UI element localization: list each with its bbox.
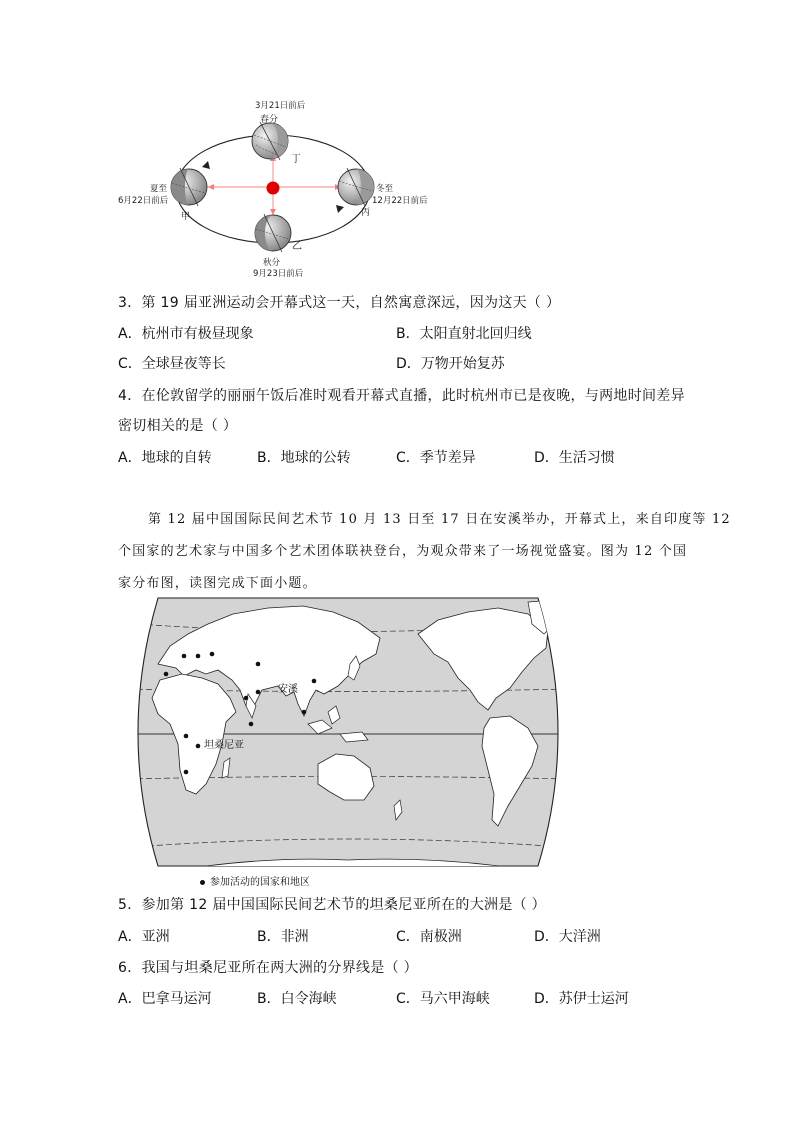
- q3-option-c[interactable]: C．全球昼夜等长: [118, 356, 226, 372]
- country-dot: [182, 654, 187, 659]
- q4-option-a[interactable]: A．地球的自转: [118, 450, 212, 466]
- winter-date-label: 12月22日前后: [372, 196, 428, 206]
- anxi-label: 安溪: [278, 684, 298, 695]
- q4-stem-line1: 4．在伦敦留学的丽丽午饭后准时观看开幕式直播，此时杭州市已是夜晚，与两地时间差异: [118, 388, 685, 404]
- passage-line-2: 个国家的艺术家与中国多个艺术团体联袂登台，为观众带来了一场视觉盛宴。图为 12 个国: [118, 544, 688, 559]
- earth-autumn-equinox: [255, 214, 291, 252]
- country-dot: [196, 654, 201, 659]
- spring-name-label: 春分: [260, 115, 279, 125]
- summer-name-label: 夏至: [150, 184, 168, 194]
- q4-option-c[interactable]: C．季节差异: [396, 450, 476, 466]
- summer-date-label: 6月22日前后: [118, 196, 169, 206]
- q5-stem: 5．参加第 12 届中国国际民间艺术节的坦桑尼亚所在的大洲是（ ）: [118, 897, 546, 913]
- earth-summer-solstice: [171, 168, 207, 206]
- passage-line-3: 家分布图，读图完成下面小题。: [118, 576, 317, 591]
- country-dot: [196, 744, 201, 749]
- spring-date-label: 3月21日前后: [255, 101, 306, 111]
- q5-option-a[interactable]: A．亚洲: [118, 929, 170, 945]
- q3-option-d[interactable]: D．万物开始复苏: [396, 356, 505, 372]
- q3-option-a[interactable]: A．杭州市有极昼现象: [118, 326, 254, 342]
- country-dot: [244, 696, 249, 701]
- map-legend: [200, 873, 310, 888]
- country-dot: [302, 710, 307, 715]
- q5-option-b[interactable]: B．非洲: [257, 929, 309, 945]
- country-dot: [249, 722, 254, 727]
- q4-stem-line2: 密切相关的是（ ）: [118, 418, 238, 434]
- country-dot: [184, 734, 189, 739]
- tanzania-label: 坦桑尼亚: [204, 740, 244, 751]
- q4-option-d[interactable]: D．生活习惯: [534, 450, 615, 466]
- passage-line-1: 第 12 届中国国际民间艺术节 10 月 13 日至 17 日在安溪举办，开幕式上，来自印度等 12: [148, 512, 731, 527]
- q6-stem: 6．我国与坦桑尼亚所在两大洲的分界线是（ ）: [118, 960, 418, 976]
- country-dot: [312, 679, 317, 684]
- country-dot: [184, 770, 189, 775]
- q5-option-d[interactable]: D．大洋洲: [534, 929, 601, 945]
- country-dot: [210, 652, 215, 657]
- q3-option-b[interactable]: B．太阳直射北回归线: [396, 326, 532, 342]
- country-dot: [256, 690, 261, 695]
- q6-option-b[interactable]: B．白令海峡: [257, 991, 337, 1007]
- winter-name-label: 冬至: [376, 184, 394, 194]
- legend-label: 参加活动的国家和地区: [210, 877, 310, 888]
- country-dot: [256, 662, 261, 667]
- winter-mark-label: 丙: [361, 208, 371, 218]
- q5-option-c[interactable]: C．南极洲: [396, 929, 462, 945]
- autumn-mark-label: 乙: [292, 241, 302, 252]
- autumn-date-label: 9月23日前后: [253, 269, 304, 279]
- world-distribution-map: [118, 594, 578, 886]
- q4-option-b[interactable]: B．地球的公转: [257, 450, 351, 466]
- earth-orbit-diagram: [110, 95, 450, 280]
- country-dot: [164, 672, 169, 677]
- legend-dot-icon: [200, 880, 205, 885]
- q6-option-a[interactable]: A．巴拿马运河: [118, 991, 212, 1007]
- spring-mark-label: 丁: [291, 154, 301, 165]
- q6-option-d[interactable]: D．苏伊士运河: [534, 991, 629, 1007]
- q3-stem: 3．第 19 届亚洲运动会开幕式这一天，自然寓意深远，因为这天（ ）: [118, 295, 561, 311]
- summer-mark-label: 甲: [181, 212, 191, 222]
- q6-option-c[interactable]: C．马六甲海峡: [396, 991, 490, 1007]
- earth-winter-solstice: [338, 168, 374, 206]
- earth-spring-equinox: [252, 122, 288, 160]
- sun-icon: [267, 182, 280, 195]
- autumn-name-label: 秋分: [263, 258, 281, 268]
